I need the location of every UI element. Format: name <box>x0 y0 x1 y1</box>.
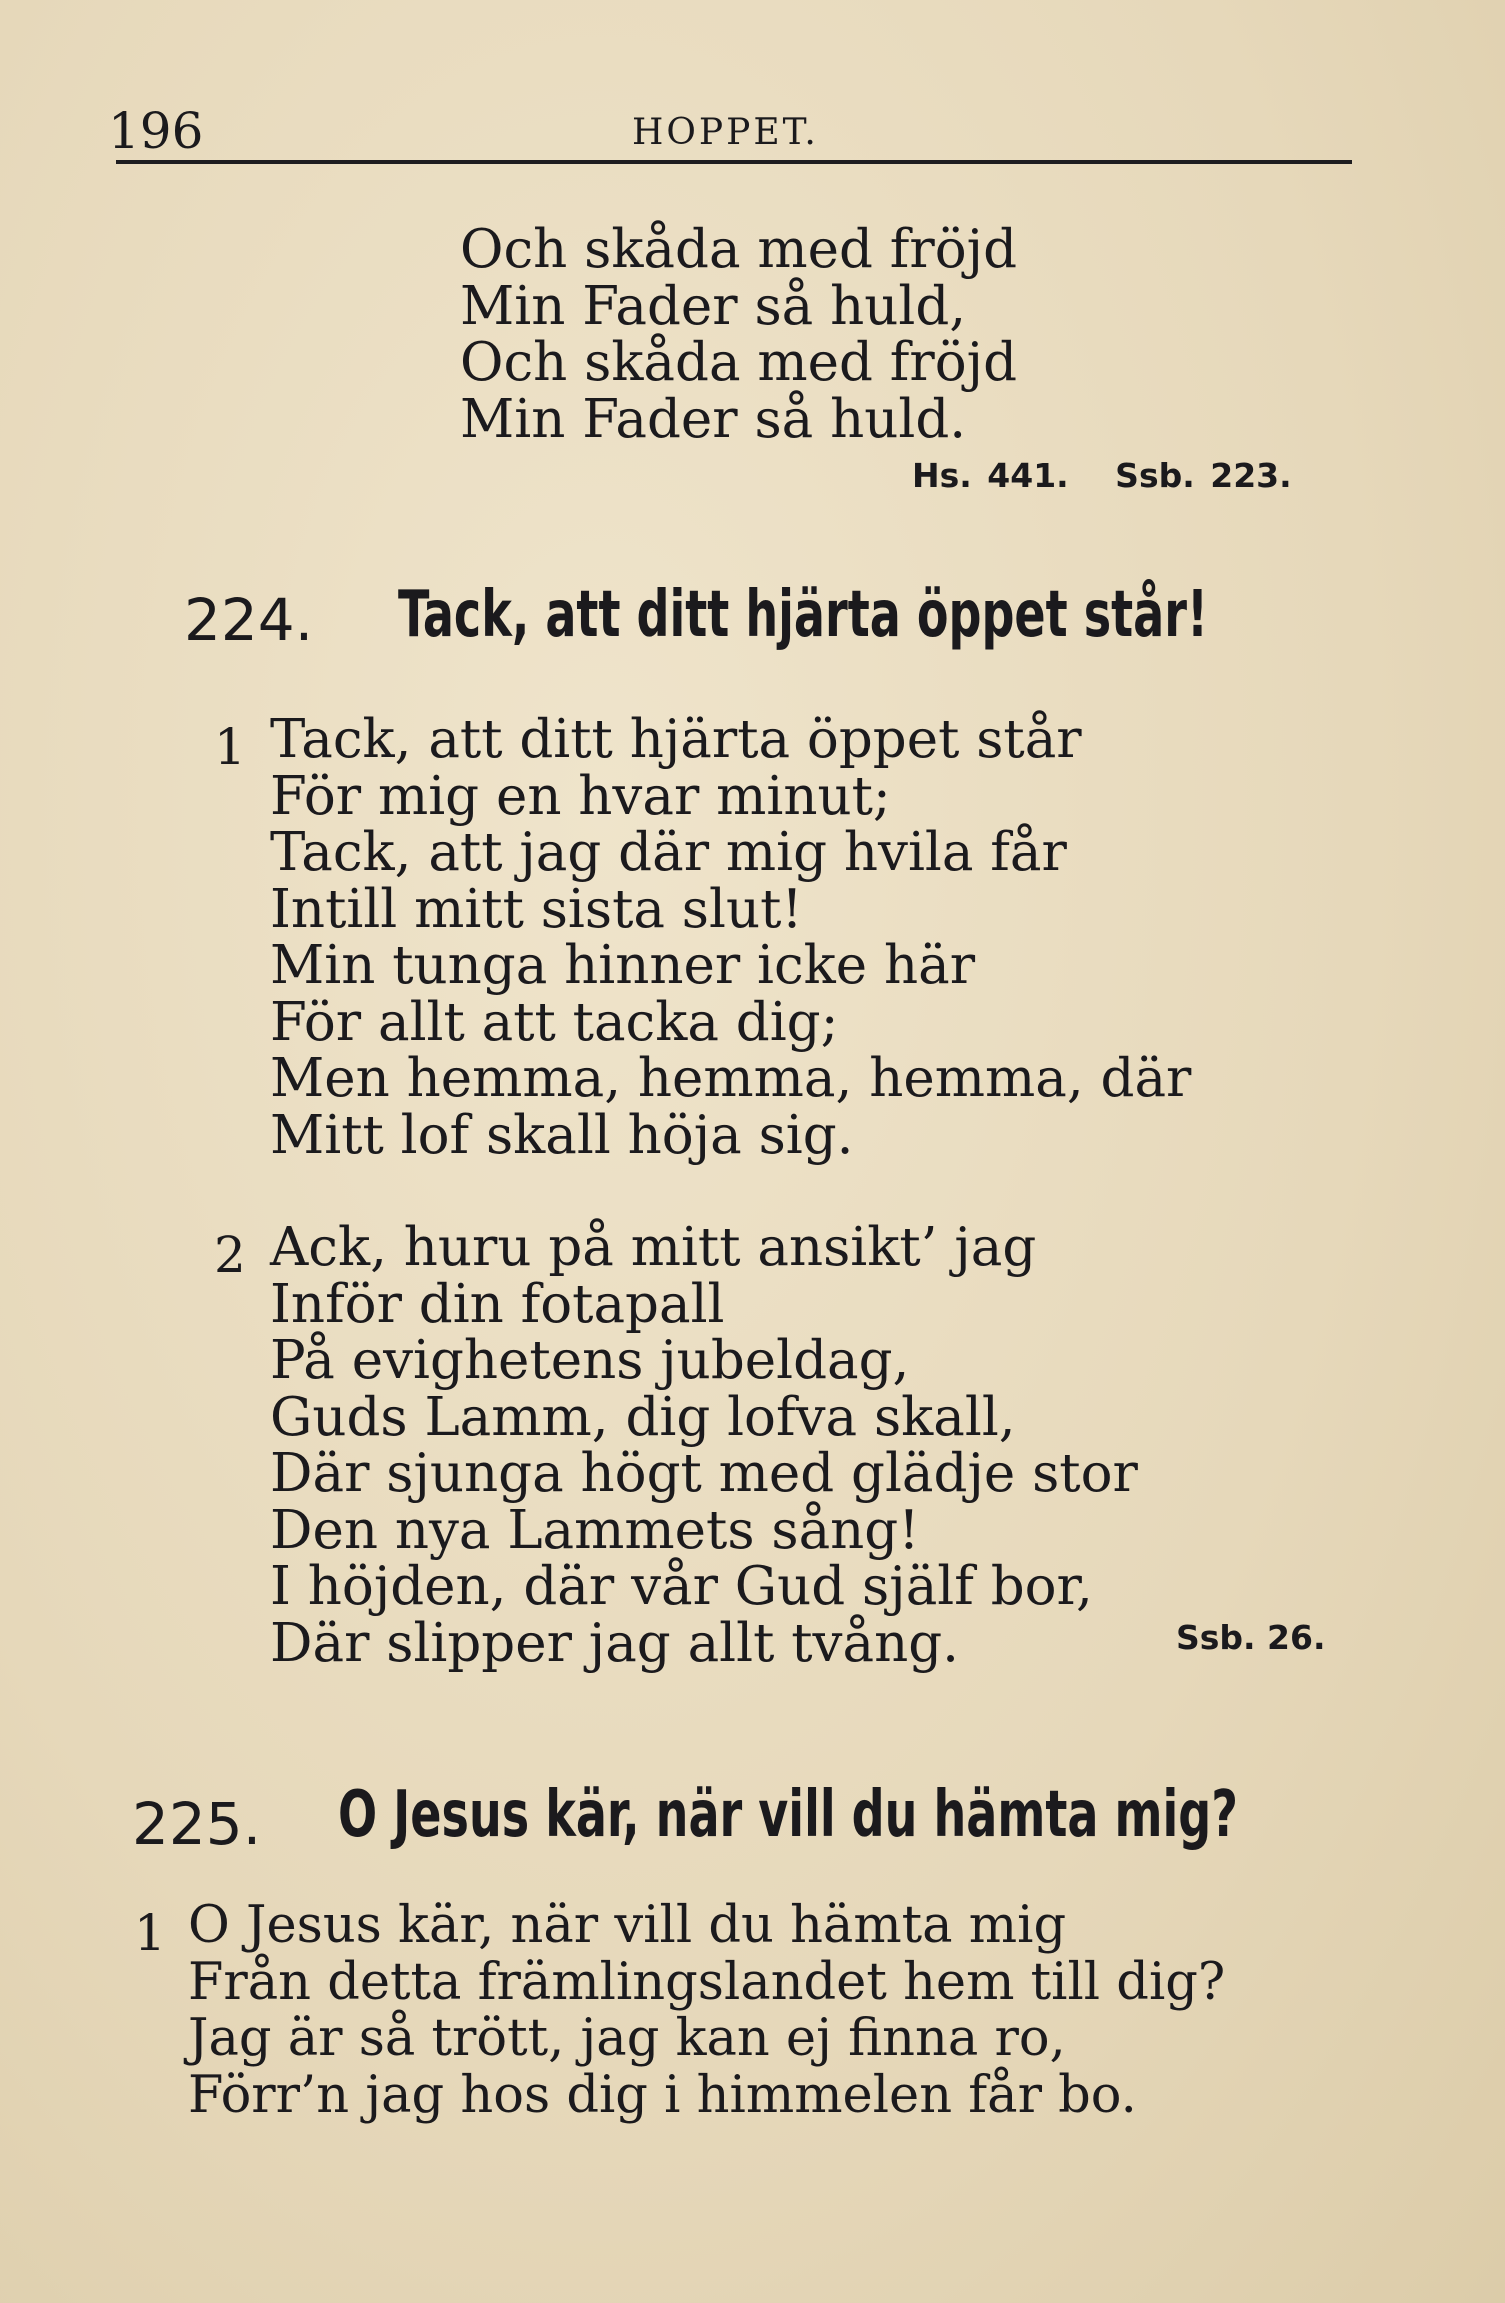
hymn-title: O Jesus kär, när vill du hämta mig? <box>338 1778 1238 1852</box>
verse-line: På evighetens jubeldag, <box>270 1330 910 1391</box>
verse-number: 2 <box>214 1226 246 1284</box>
hymn-title: Tack, att ditt hjärta öppet står! <box>398 578 1208 652</box>
verse-line: Där slipper jag allt tvång. <box>270 1612 959 1674</box>
verse-line: Mitt lof skall höja sig. <box>270 1104 854 1166</box>
verse-line: Min Fader så huld, <box>460 275 967 337</box>
verse-line: Ack, huru på mitt ansikt’ jag <box>270 1217 1037 1278</box>
verse-line: Guds Lamm, dig lofva skall, <box>270 1386 1016 1448</box>
verse-2 <box>270 1217 1138 1674</box>
verse-line: O Jesus kär, när vill du hämta mig <box>188 1896 1067 1955</box>
hymn-number: 224. <box>184 586 314 654</box>
verse-line: Tack, att jag där mig hvila får <box>270 822 1067 883</box>
header-rule <box>116 160 1352 164</box>
verse-line: För mig en hvar minut; <box>270 765 891 827</box>
verse-line: Och skåda med fröjd <box>460 219 1018 280</box>
verse-line: Jag är så trött, jag kan ej finna ro, <box>188 2009 1066 2068</box>
hymn-number: 225. <box>132 1790 262 1858</box>
continuation-verse <box>460 219 1018 450</box>
page-number: 196 <box>108 102 204 160</box>
verse-line: Inför din fotapall <box>270 1273 725 1335</box>
running-title: HOPPET. <box>632 112 819 153</box>
verse-line: Min Fader så huld. <box>460 388 967 450</box>
continuation-reference: Hs. 441. Ssb. 223. <box>912 456 1292 495</box>
verse-1 <box>188 1898 1225 2124</box>
verse-1 <box>270 709 1192 1166</box>
verse-number: 1 <box>134 1904 166 1962</box>
verse-number: 1 <box>214 718 246 776</box>
verse-line: Min tunga hinner icke här <box>270 935 976 996</box>
hymn-reference: Ssb. 26. <box>1176 1618 1326 1657</box>
verse-line: Och skåda med fröjd <box>460 332 1018 393</box>
verse-line: Där sjunga högt med glädje stor <box>270 1443 1138 1504</box>
verse-line: Intill mitt sista slut! <box>270 878 803 940</box>
verse-line: Men hemma, hemma, hemma, där <box>270 1048 1192 1109</box>
verse-line: För allt att tacka dig; <box>270 991 839 1053</box>
verse-line: Den nya Lammets sång! <box>270 1499 920 1561</box>
verse-line: I höjden, där vår Gud själf bor, <box>270 1556 1093 1617</box>
verse-line: Från detta främlingslandet hem till dig? <box>188 1952 1226 2012</box>
verse-line: Tack, att ditt hjärta öppet står <box>270 709 1082 770</box>
verse-line: Förr’n jag hos dig i himmelen får bo. <box>188 2065 1137 2125</box>
